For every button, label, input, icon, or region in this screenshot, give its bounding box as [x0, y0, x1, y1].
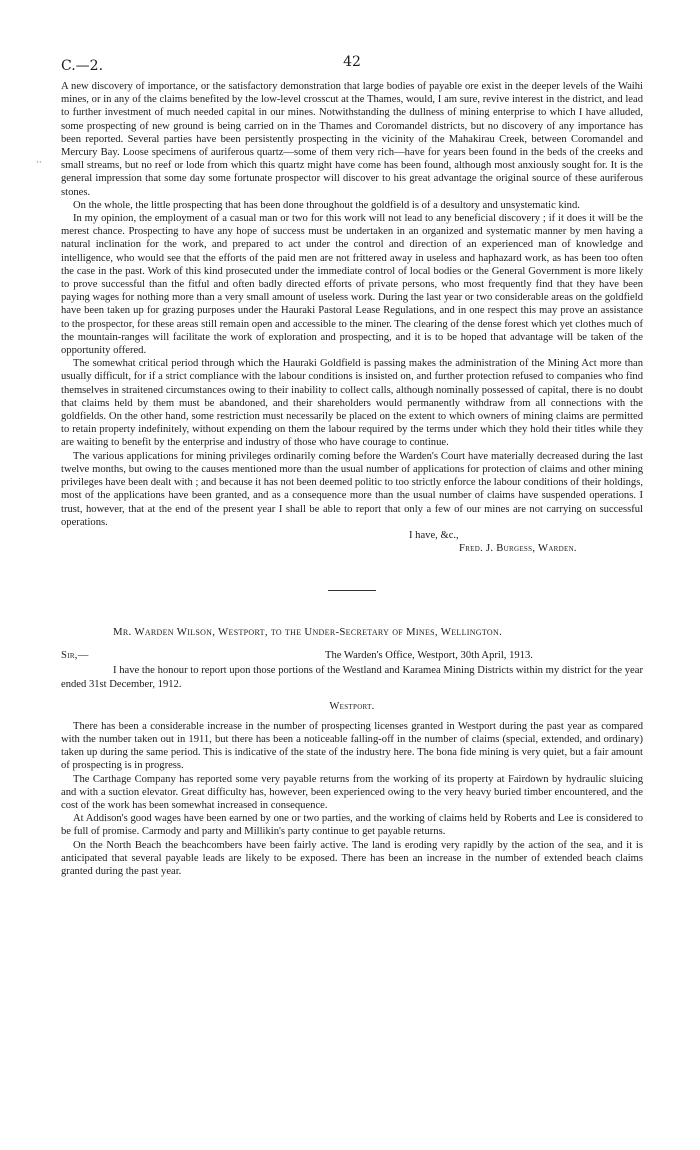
- page-header: [61, 54, 643, 80]
- closing-block: [61, 529, 643, 555]
- letter-opening: [61, 664, 643, 690]
- paragraph: In my opinion, the employment of a casual man or two for this work will not lead to any beneficial discovery ; if it does it will be the merest chance. Prospecting to have any hope of success must be undertaken in an organized and systematic manner by men having a natural inclination for the work, and prepared to act under the control and direction of an experienced man of knowledge and intelligence, who would see that the efforts of the paid men are not frittered away in useless and haphazard work, as has been too often the case in the past. Work of this kind prosecuted under the immediate control of local bodies or the General Government is more likely to prove successful than the fitful and often badly directed efforts of private persons, who most frequently find that they have been paying wages for nothing more than a very small amount of useless work. During the last year or two considerable areas on the goldfield have been taken up for grazing purposes under the Hauraki Pastoral Lease Regulations, and in one respect this may prove an assistance to the prospector, for these areas still remain open and accessible to the miner. The clearing of the dense forest which yet clothes much of the mountain-ranges will facilitate the work of exploration and prospecting, and it is to be hoped that advantage will be taken of the opportunity offered.: [61, 213, 643, 357]
- paragraph: On the whole, the little prospecting that has been done throughout the goldfield is of a desultory and unsystematic kind.: [73, 199, 580, 211]
- letter-dateline: The Warden's Office, Westport, 30th April, 1913.: [325, 650, 533, 662]
- paragraph: On the North Beach the beachcombers have been fairly active. The land is eroding very rapidly by the action of the sea, and it is anticipated that several payable leads are likely to be exposed. There has been an increase in the number of extended beach claims granted during the past year.: [61, 839, 643, 877]
- section-heading: Westport.: [329, 700, 375, 712]
- paragraph: At Addison's good wages have been earned by one or two parties, and the working of claims held by Roberts and Lee is considered to be full of promise. Carmody and party and Millikin's party continue to get payable returns.: [61, 813, 643, 838]
- paragraph: The Carthage Company has reported some very payable returns from the working of its property at Fairdown by hydraulic sluicing and with a suction elevator. Great difficulty has, however, been experienced owing to the very heavy buried timber encountered, and the cost of the work has been somewhat increased in consequence.: [61, 773, 643, 811]
- paragraph: The somewhat critical period through which the Hauraki Goldfield is passing makes the administration of the Mining Act more than usually difficult, for if a strict compliance with the labour conditions is insisted on, and further protection refused to companies who find themselves in straitened circumstances owing to their inability to collect calls, although nominally possessed of capital, there is no doubt that claims held by them must be abandoned, and their shareholders would permanently withdraw from all connections with the goldfields. On the other hand, some restriction must necessarily be placed on the extent to which owners of mining claims are permitted to retain property indefinitely, without expending on them the labour required by the terms under which they hold their titles while they are waiting to benefit by the enterprise and industry of those who have courage to continue.: [61, 358, 643, 449]
- paragraph: There has been a considerable increase in the number of prospecting licenses granted in Westport during the past year as compared with the number taken out in 1911, but there has been a noticeable falling-off in the number of claims (special, extended, and ordinary) taken up during the same period. This is indicative of the state of the industry here. The bona fide mining is very quiet, but a fair amount of prospecting is in progress.: [61, 720, 643, 772]
- section-divider: [328, 590, 376, 591]
- signature: Fred. J. Burgess, Warden.: [459, 543, 577, 555]
- salutation-line: [61, 650, 643, 664]
- margin-mark: ··: [36, 158, 42, 168]
- document-reference: C.—2.: [61, 58, 104, 74]
- document-page: [61, 54, 643, 878]
- paragraph: The various applications for mining privileges ordinarily coming before the Warden's Court have materially decreased during the last twelve months, but owing to the causes mentioned more than the usual number of applications for protection of claims and other mining privileges have been dealt with ; and because it has not been deemed politic to too strictly enforce the labour conditions of their holdings, most of the applications have been granted, and as a consequence more than the usual number of claims have suspended operations. I trust, however, that at the end of the present year I shall be able to report that only a few of our mines are not carrying on successful operations.: [61, 450, 643, 528]
- page-number: 42: [343, 54, 361, 70]
- report-body-part2: [61, 720, 643, 878]
- paragraph: I have the honour to report upon those portions of the Westland and Karamea Mining Districts within my district for the year ended 31st December, 1912.: [61, 665, 643, 690]
- salutation: Sir,—: [61, 650, 89, 662]
- paragraph: A new discovery of importance, or the satisfactory demonstration that large bodies of payable ore exist in the deeper levels of the Waihi mines, or in any of the claims benefited by the low-level crosscut at the Thames, would, I am sure, revive interest in the district, and lead to further investment of much needed capital in our mines. Notwithstanding the dullness of mining enterprise to which I have alluded, some prospecting of new ground is being carried on in the Thames and Coromandel districts, but no discovery of any importance has been reported. Several parties have been persistently prospecting in the vicinity of the Mahakirau Creek, between Coromandel and Mercury Bay. Loose specimens of auriferous quartz—some of them very rich—have for years been found in the beds of the creeks and small streams, but no reef or lode from which this quartz might have come has been found, although most anxiously sought for. It is the general impression that some day some fortunate prospector will discover to his great advantage the original source of these auriferous stones.: [61, 81, 643, 198]
- closing-line: I have, &c.,: [409, 529, 459, 541]
- report-body-part1: [61, 80, 643, 529]
- letter-addressee: Mr. Warden Wilson, Westport, to the Under-Secretary of Mines, Wellington.: [113, 626, 503, 639]
